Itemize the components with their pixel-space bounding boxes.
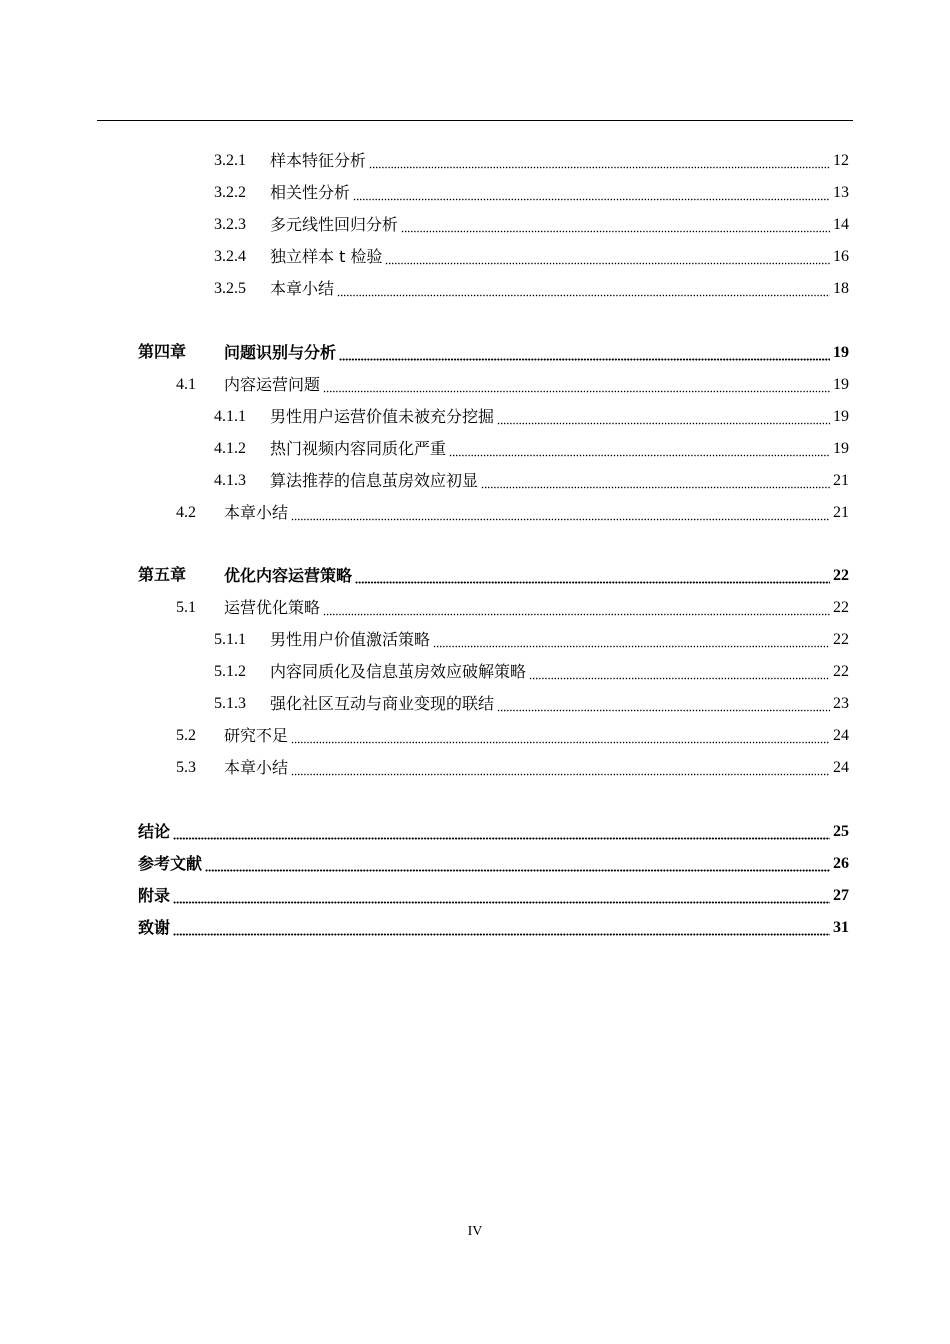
dot-leader bbox=[339, 341, 830, 365]
toc-entry-references[interactable] bbox=[138, 852, 849, 876]
dot-leader bbox=[385, 245, 830, 269]
toc-entry-title: 附录 bbox=[138, 886, 171, 905]
toc-entry-number: 3.2.1 bbox=[214, 152, 246, 169]
toc-entry-3-2-1[interactable] bbox=[214, 149, 849, 173]
toc-entry-title: 男性用户运营价值未被充分挖掘 bbox=[270, 407, 495, 426]
dot-leader bbox=[481, 469, 830, 493]
dot-leader bbox=[323, 596, 830, 620]
toc-entry-number: 5.1.2 bbox=[214, 663, 246, 680]
toc-entry-page: 22 bbox=[833, 567, 849, 584]
toc-entry-title: 本章小结 bbox=[224, 758, 289, 777]
toc-entry-5-1-2[interactable] bbox=[214, 660, 849, 684]
dot-leader bbox=[291, 501, 830, 525]
dot-leader bbox=[173, 884, 830, 908]
toc-entry-page: 23 bbox=[833, 695, 849, 712]
dot-leader bbox=[173, 916, 830, 940]
toc-entry-title: 优化内容运营策略 bbox=[224, 566, 353, 585]
toc-entry-page: 19 bbox=[833, 408, 849, 425]
toc-entry-chapter-4[interactable] bbox=[138, 341, 849, 365]
toc-entry-4-1-1[interactable] bbox=[214, 405, 849, 429]
dot-leader bbox=[205, 852, 830, 876]
toc-entry-4-2[interactable] bbox=[176, 501, 849, 525]
toc-entry-chapter-5[interactable] bbox=[138, 564, 849, 588]
toc-entry-page: 22 bbox=[833, 599, 849, 616]
toc-entry-title: 相关性分析 bbox=[270, 183, 351, 202]
dot-leader bbox=[353, 181, 830, 205]
dot-leader bbox=[497, 405, 830, 429]
toc-entry-page: 19 bbox=[833, 344, 849, 361]
dot-leader bbox=[355, 564, 830, 588]
toc-entry-page: 24 bbox=[833, 727, 849, 744]
dot-leader bbox=[449, 437, 830, 461]
toc-entry-page: 22 bbox=[833, 631, 849, 648]
toc-entry-title: 问题识别与分析 bbox=[224, 343, 337, 362]
toc-entry-title: 算法推荐的信息茧房效应初显 bbox=[270, 471, 479, 490]
toc-entry-title: 样本特征分析 bbox=[270, 151, 367, 170]
dot-leader bbox=[433, 628, 830, 652]
toc-entry-title: 多元线性回归分析 bbox=[270, 215, 399, 234]
toc-entry-5-1-1[interactable] bbox=[214, 628, 849, 652]
toc-entry-4-1[interactable] bbox=[176, 373, 849, 397]
toc-entry-5-3[interactable] bbox=[176, 756, 849, 780]
toc-entry-page: 16 bbox=[833, 248, 849, 265]
dot-leader bbox=[529, 660, 830, 684]
toc-entry-4-1-2[interactable] bbox=[214, 437, 849, 461]
toc-entry-number: 4.1 bbox=[176, 376, 196, 393]
toc-entry-number: 第四章 bbox=[138, 344, 187, 361]
toc-entry-3-2-3[interactable] bbox=[214, 213, 849, 237]
toc-entry-page: 19 bbox=[833, 440, 849, 457]
toc-entry-number: 3.2.3 bbox=[214, 216, 246, 233]
toc-entry-page: 21 bbox=[833, 472, 849, 489]
toc-entry-3-2-2[interactable] bbox=[214, 181, 849, 205]
toc-entry-page: 21 bbox=[833, 504, 849, 521]
dot-leader bbox=[497, 692, 830, 716]
toc-entry-number: 3.2.4 bbox=[214, 248, 246, 265]
toc-entry-title: 参考文献 bbox=[138, 854, 203, 873]
toc-entry-5-2[interactable] bbox=[176, 724, 849, 748]
dot-leader bbox=[291, 724, 830, 748]
dot-leader bbox=[401, 213, 830, 237]
toc-entry-number: 4.1.2 bbox=[214, 440, 246, 457]
toc-entry-5-1-3[interactable] bbox=[214, 692, 849, 716]
toc-entry-page: 25 bbox=[833, 823, 849, 840]
toc-entry-number: 第五章 bbox=[138, 567, 187, 584]
toc-entry-number: 5.1 bbox=[176, 599, 196, 616]
toc-entry-appendix[interactable] bbox=[138, 884, 849, 908]
toc-entry-page: 18 bbox=[833, 280, 849, 297]
toc-entry-number: 5.1.3 bbox=[214, 695, 246, 712]
toc-entry-title: 本章小结 bbox=[270, 279, 335, 298]
dot-leader bbox=[369, 149, 830, 173]
toc-entry-page: 22 bbox=[833, 663, 849, 680]
toc-entry-title: 热门视频内容同质化严重 bbox=[270, 439, 447, 458]
toc-entry-4-1-3[interactable] bbox=[214, 469, 849, 493]
page-number: IV bbox=[467, 1224, 483, 1239]
toc-entry-title: 致谢 bbox=[138, 918, 171, 937]
toc-entry-page: 12 bbox=[833, 152, 849, 169]
toc-entry-5-1[interactable] bbox=[176, 596, 849, 620]
toc-entry-page: 13 bbox=[833, 184, 849, 201]
toc-entry-page: 24 bbox=[833, 759, 849, 776]
toc-entry-number: 5.1.1 bbox=[214, 631, 246, 648]
toc-entry-page: 19 bbox=[833, 376, 849, 393]
toc-entry-title: 结论 bbox=[138, 822, 171, 841]
toc-entry-title: 运营优化策略 bbox=[224, 598, 321, 617]
toc-entry-number: 4.1.3 bbox=[214, 472, 246, 489]
toc-entry-conclusion[interactable] bbox=[138, 820, 849, 844]
toc-entry-number: 4.1.1 bbox=[214, 408, 246, 425]
dot-leader bbox=[291, 756, 830, 780]
toc-entry-number: 5.2 bbox=[176, 727, 196, 744]
toc-entry-title: 男性用户价值激活策略 bbox=[270, 630, 431, 649]
toc-entry-3-2-4[interactable] bbox=[214, 245, 849, 269]
toc-entry-number: 5.3 bbox=[176, 759, 196, 776]
toc-entry-3-2-5[interactable] bbox=[214, 277, 849, 301]
toc-entry-title: 独立样本 t 检验 bbox=[270, 247, 383, 266]
toc-entry-number: 3.2.5 bbox=[214, 280, 246, 297]
toc-entry-number: 4.2 bbox=[176, 504, 196, 521]
dot-leader bbox=[173, 820, 830, 844]
toc-entry-title: 内容同质化及信息茧房效应破解策略 bbox=[270, 662, 527, 681]
toc-entry-acknowledgements[interactable] bbox=[138, 916, 849, 940]
toc-entry-page: 14 bbox=[833, 216, 849, 233]
toc-entry-page: 26 bbox=[833, 855, 849, 872]
toc-entry-title: 强化社区互动与商业变现的联结 bbox=[270, 694, 495, 713]
dot-leader bbox=[323, 373, 830, 397]
toc-entry-title: 本章小结 bbox=[224, 503, 289, 522]
toc-entry-page: 27 bbox=[833, 887, 849, 904]
toc-entry-title: 内容运营问题 bbox=[224, 375, 321, 394]
toc-entry-title: 研究不足 bbox=[224, 726, 289, 745]
toc-entry-number: 3.2.2 bbox=[214, 184, 246, 201]
toc-entry-page: 31 bbox=[833, 919, 849, 936]
dot-leader bbox=[337, 277, 830, 301]
